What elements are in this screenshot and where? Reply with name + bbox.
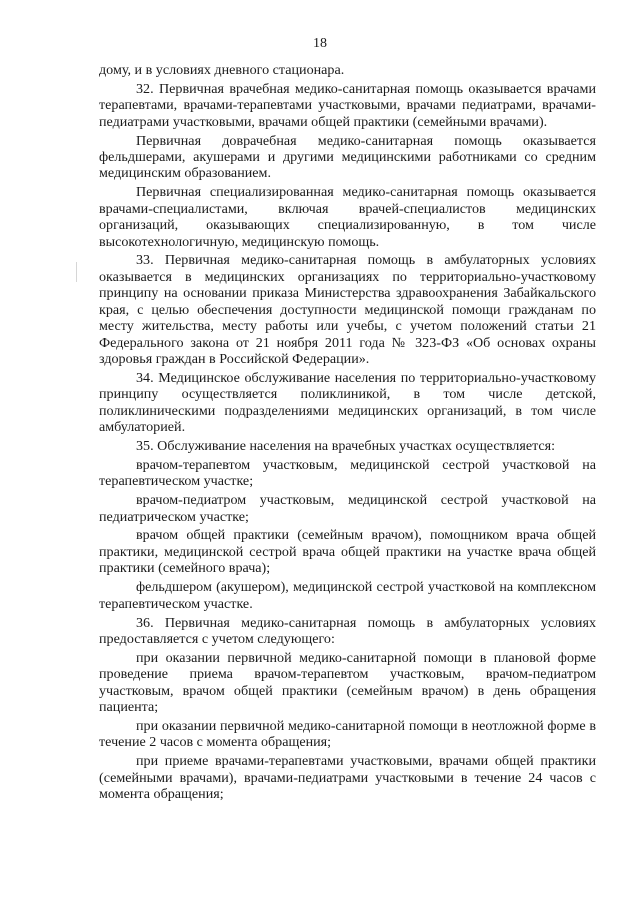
page-number: 18 [313,36,327,51]
paragraph-34: 34. Медицинское обслуживание населения по территориально-участковому принципу осуществляется поликлиникой, в том числе детской, поликлиническими подразделениями медицинских организаций, в том числе амбулаторией. [99,369,596,436]
paragraph-35-therapist: врачом-терапевтом участковым, медицинской сестрой участковой на терапевтическом участке; [99,456,596,490]
paragraph-32-specialized: Первичная специализированная медико-санитарная помощь оказывается врачами-специалистами, включая врачей-специалистов медицинских организаций, оказывающих специализированную, в том числе высокотехнологичную, медицинскую помощь. [99,184,596,250]
paragraph-35-pediatrician: врачом-педиатром участковым, медицинской сестрой участковой на педиатрическом участке; [99,492,596,525]
scan-mark [76,262,77,282]
paragraph-36: 36. Первичная медико-санитарная помощь в амбулаторных условиях предоставляется с учетом следующего: [99,614,596,647]
paragraph-35: 35. Обслуживание населения на врачебных участках осуществляется: [136,437,556,454]
paragraph-36-urgent: при оказании первичной медико-санитарной помощи в неотложной форме в течение 2 часов с момента обращения; [99,717,596,751]
paragraph-33: 33. Первичная медико-санитарная помощь в амбулаторных условиях оказывается в медицинских организациях по территориально-участковому принципу на основании приказа Министерства здравоохранения Забайкальского края, с целью обеспечения доступности медицинской помощи гражданам по месту жительства, месту работы или учебы, с учетом положений статьи 21 Федерального закона от 21 ноября 2011 года № 323-ФЗ «Об основах охраны здоровья граждан в Российской Федерации». [99,252,596,367]
paragraph-continuation: дому, и в условиях дневного стационара. [99,62,345,78]
paragraph-32: 32. Первичная врачебная медико-санитарная помощь оказывается врачами терапевтами, врачами-терапевтами участковыми, врачами педиатрами, врачами-педиатрами участковыми, врачами общей практики (семейными врачами). [99,80,596,130]
paragraph-35-general-practice: врачом общей практики (семейным врачом), помощником врача общей практики, медицинской сестрой врача общей практики на участке врача общей практики (семейного врача); [99,527,596,577]
paragraph-36-planned: при оказании первичной медико-санитарной помощи в плановой форме проведение приема врачом-терапевтом участковым, врачом-педиатром участковым, врачом общей практики (семейным врачом) в день обращения пациента; [99,649,596,716]
document-body [99,62,596,805]
paragraph-35-feldsher: фельдшером (акушером), медицинской сестрой участковой на комплексном терапевтическом участке. [99,579,596,612]
paragraph-32-prehospital: Первичная доврачебная медико-санитарная помощь оказывается фельдшерами, акушерами и другими медицинскими работниками со средним медицинским образованием. [99,132,596,182]
paragraph-36-reception: при приеме врачами-терапевтами участковыми, врачами общей практики (семейными врачами), врачами-педиатрами участковыми в течение 24 часов с момента обращения; [99,753,596,803]
